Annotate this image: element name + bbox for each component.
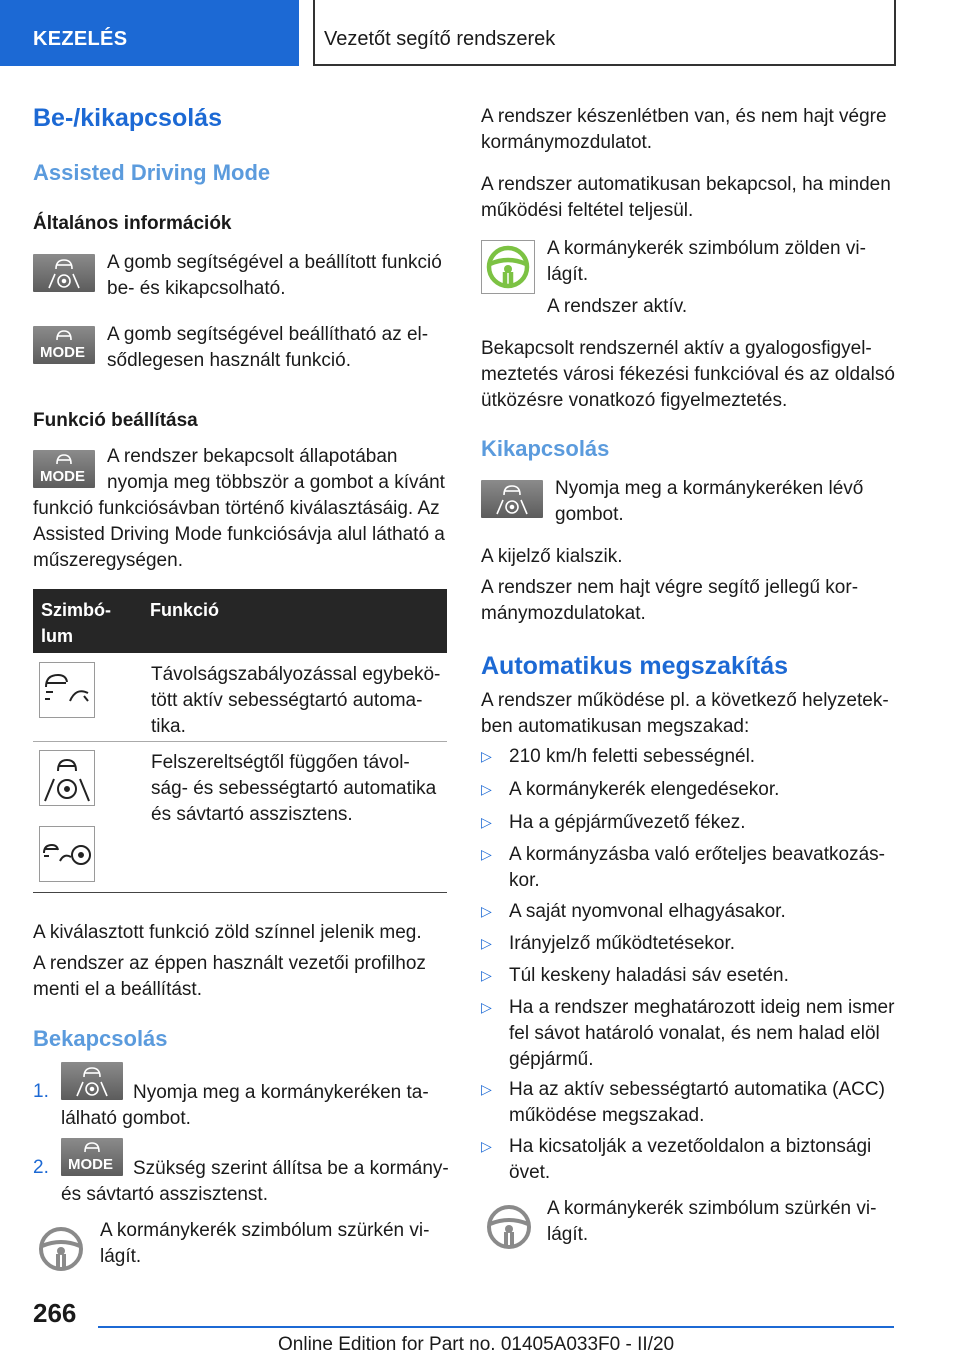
text-line: lágít. (547, 1224, 589, 1245)
text-line: övet. (509, 1162, 551, 1183)
list-item (509, 1077, 885, 1129)
after-table-p1: A kiválasztott funkció zöld színnel jelenik meg. (33, 922, 422, 943)
section-tab-label: KEZELÉS (33, 28, 128, 50)
text-line: A rendszer készenlétben van, és nem hajt végre (481, 106, 887, 127)
text-line: gépjármű. (509, 1049, 594, 1070)
text-line: A rendszer az éppen használt vezetői profilhoz (33, 953, 426, 974)
list-item (509, 899, 786, 925)
step-1-number: 1. (33, 1081, 49, 1102)
text-line: Bekapcsolt rendszernél aktív a gyalogosfigyel- (481, 338, 872, 359)
list-item (509, 1134, 871, 1186)
right-p3 (481, 336, 895, 414)
auto-heading: Automatikus megszakítás (481, 652, 789, 680)
text-line: ság- és sebességtartó automatika (151, 778, 437, 799)
steering-wheel-icon (36, 1224, 86, 1274)
mode-label: MODE (40, 344, 85, 361)
bullet-icon: ▷ (481, 903, 492, 919)
list-item (509, 842, 885, 894)
driver-assist-button-icon (481, 480, 543, 518)
green-symbol-text (547, 236, 866, 320)
text-line: nyomja meg többször a gombot a kívánt (107, 472, 445, 493)
steering-wheel-icon (484, 1202, 534, 1252)
text-line: A saját nyomvonal elhagyásakor. (509, 901, 786, 922)
list-item (509, 931, 735, 957)
header-divider (894, 0, 896, 66)
section-subtitle: Assisted Driving Mode (33, 160, 271, 185)
mode-label: MODE (40, 468, 85, 485)
off-p2 (481, 575, 858, 627)
page-title: Be-/kikapcsolás (33, 104, 222, 132)
text-line: Távolságszabályozással egybekö- (151, 664, 441, 685)
text-line: A rendszer automatikusan bekapcsol, ha minden (481, 174, 891, 195)
text-line: be- és kikapcsolható. (107, 278, 286, 299)
list-item (509, 744, 755, 770)
text-line: ben automatikusan megszakad: (481, 716, 750, 737)
text-line: sődlegesen használt funkció. (107, 350, 351, 371)
steering-wheel-green-icon (481, 240, 535, 294)
mode-label: MODE (68, 1156, 113, 1173)
page-header (0, 0, 960, 66)
table-col-function: Funkció (150, 600, 220, 620)
text-line: Irányjelző működtetésekor. (509, 933, 736, 954)
text-line: Ha a gépjárművezető fékez. (509, 812, 746, 833)
acc-steering-icon (39, 826, 95, 882)
text-line: A rendszer aktív. (547, 296, 688, 317)
text-line: kor. (509, 870, 540, 891)
general-text-1 (107, 250, 442, 302)
mode-button-icon (61, 1138, 123, 1176)
bullet-icon: ▷ (481, 748, 492, 764)
off-text (555, 476, 863, 528)
step-2-text-b: és sávtartó asszisztenst. (61, 1184, 268, 1205)
edition-note: Online Edition for Part no. 01405A033F0 - II/20 (278, 1334, 675, 1355)
grey-symbol-text-left (100, 1218, 429, 1270)
text-line: gombot. (555, 504, 624, 525)
bullet-icon: ▷ (481, 814, 492, 830)
text-line: működési feltétel teljesül. (481, 200, 694, 221)
table-header (33, 589, 447, 653)
text-line: lágít. (547, 264, 589, 285)
text-line: A rendszer nem hajt végre segítő jellegű kor- (481, 577, 859, 598)
bullet-icon: ▷ (481, 846, 492, 862)
text-line: A kormánykerék szimbólum szürkén vi- (100, 1220, 430, 1241)
text-line: működése megszakad. (509, 1105, 705, 1126)
step-1-text-b: lálható gombot. (61, 1108, 191, 1129)
func-text-b (33, 496, 445, 574)
text-line: A kormányzásba való erőteljes beavatkozás- (509, 844, 885, 865)
text-line: Túl keskeny haladási sáv esetén. (509, 965, 789, 986)
text-line: A kormánykerék elengedésekor. (509, 779, 780, 800)
text-line: és sávtartó asszisztens. (151, 804, 353, 825)
func-text-a (107, 444, 445, 496)
table-bottom-rule (33, 892, 447, 893)
func-heading: Funkció beállítása (33, 410, 198, 431)
text-line: Felszereltségtől függően távol- (151, 752, 410, 773)
bullet-icon: ▷ (481, 967, 492, 983)
mode-button-icon (33, 326, 95, 364)
acc-icon (39, 662, 95, 718)
step-2-number: 2. (33, 1157, 49, 1178)
general-heading: Általános információk (33, 213, 232, 234)
text-line: Ha kicsatolják a vezetőoldalon a biztonsági (509, 1136, 872, 1157)
text-line: mánymozdulatokat. (481, 603, 646, 624)
on-heading: Bekapcsolás (33, 1026, 168, 1051)
auto-intro (481, 688, 889, 740)
text-line: meztetés városi fékezési funkcióval és az oldalsó (481, 364, 895, 385)
off-p1: A kijelző kialszik. (481, 546, 623, 567)
step-2-text-a: Szükség szerint állítsa be a kormány- (133, 1158, 449, 1179)
bullet-icon: ▷ (481, 935, 492, 951)
list-item (509, 963, 789, 989)
general-text-2 (107, 322, 428, 374)
chapter-title: Vezetőt segítő rendszerek (324, 28, 556, 50)
bullet-icon: ▷ (481, 781, 492, 797)
list-item (509, 777, 779, 803)
text-line: funkció funkciósávban történő kiválasztásáig. Az (33, 498, 440, 519)
text-line: ütközésre vonatkozó figyelmeztetés. (481, 390, 788, 411)
driver-assist-button-icon (33, 254, 95, 292)
text-line: A rendszer működése pl. a következő helyzetek- (481, 690, 889, 711)
text-line: lágít. (100, 1246, 142, 1267)
footer-rule (98, 1326, 894, 1328)
bullet-icon: ▷ (481, 1138, 492, 1154)
text-line: Szimbó- (41, 600, 111, 620)
table-row-2-text (151, 750, 436, 828)
text-line: műszeregységen. (33, 550, 183, 571)
text-line: tika. (151, 716, 186, 737)
table-row-divider (33, 741, 447, 742)
text-line: A rendszer bekapcsolt állapotában (107, 446, 398, 467)
table-col-symbol (41, 597, 111, 649)
lane-keep-icon (39, 750, 95, 806)
text-line: A gomb segítségével beállítható az el- (107, 324, 429, 345)
driver-assist-button-icon (61, 1062, 123, 1100)
after-table-p2 (33, 951, 426, 1003)
text-line: fel sávot határoló vonalat, és nem halad elöl (509, 1023, 880, 1044)
text-line: Assisted Driving Mode funkciósávja alul látható a (33, 524, 445, 545)
text-line: A kormánykerék szimbólum szürkén vi- (547, 1198, 877, 1219)
text-line: tött aktív sebességtartó automa- (151, 690, 423, 711)
section-tab (0, 0, 299, 66)
text-line: Ha az aktív sebességtartó automatika (ACC) (509, 1079, 885, 1100)
table-row-1-text (151, 662, 440, 740)
text-line: menti el a beállítást. (33, 979, 202, 1000)
text-line: Nyomja meg a kormánykeréken lévő (555, 478, 864, 499)
text-line: 210 km/h feletti sebességnél. (509, 746, 756, 767)
text-line: Ha a rendszer meghatározott ideig nem ismer (509, 997, 895, 1018)
page-number: 266 (33, 1298, 77, 1328)
off-heading: Kikapcsolás (481, 436, 610, 461)
step-1-text-a: Nyomja meg a kormánykeréken ta- (133, 1082, 429, 1103)
bullet-icon: ▷ (481, 1081, 492, 1097)
right-p1 (481, 104, 887, 156)
header-divider (313, 0, 315, 66)
text-line: A gomb segítségével a beállított funkció (107, 252, 442, 273)
list-item (509, 810, 746, 836)
text-line: A kormánykerék szimbólum zölden vi- (547, 238, 866, 259)
right-p2 (481, 172, 891, 224)
bullet-icon: ▷ (481, 999, 492, 1015)
text-line: lum (41, 626, 74, 646)
grey-symbol-text-right (547, 1196, 876, 1248)
mode-button-icon (33, 450, 95, 488)
text-line: kormánymozdulatot. (481, 132, 653, 153)
header-divider (313, 64, 896, 66)
list-item (509, 995, 894, 1073)
